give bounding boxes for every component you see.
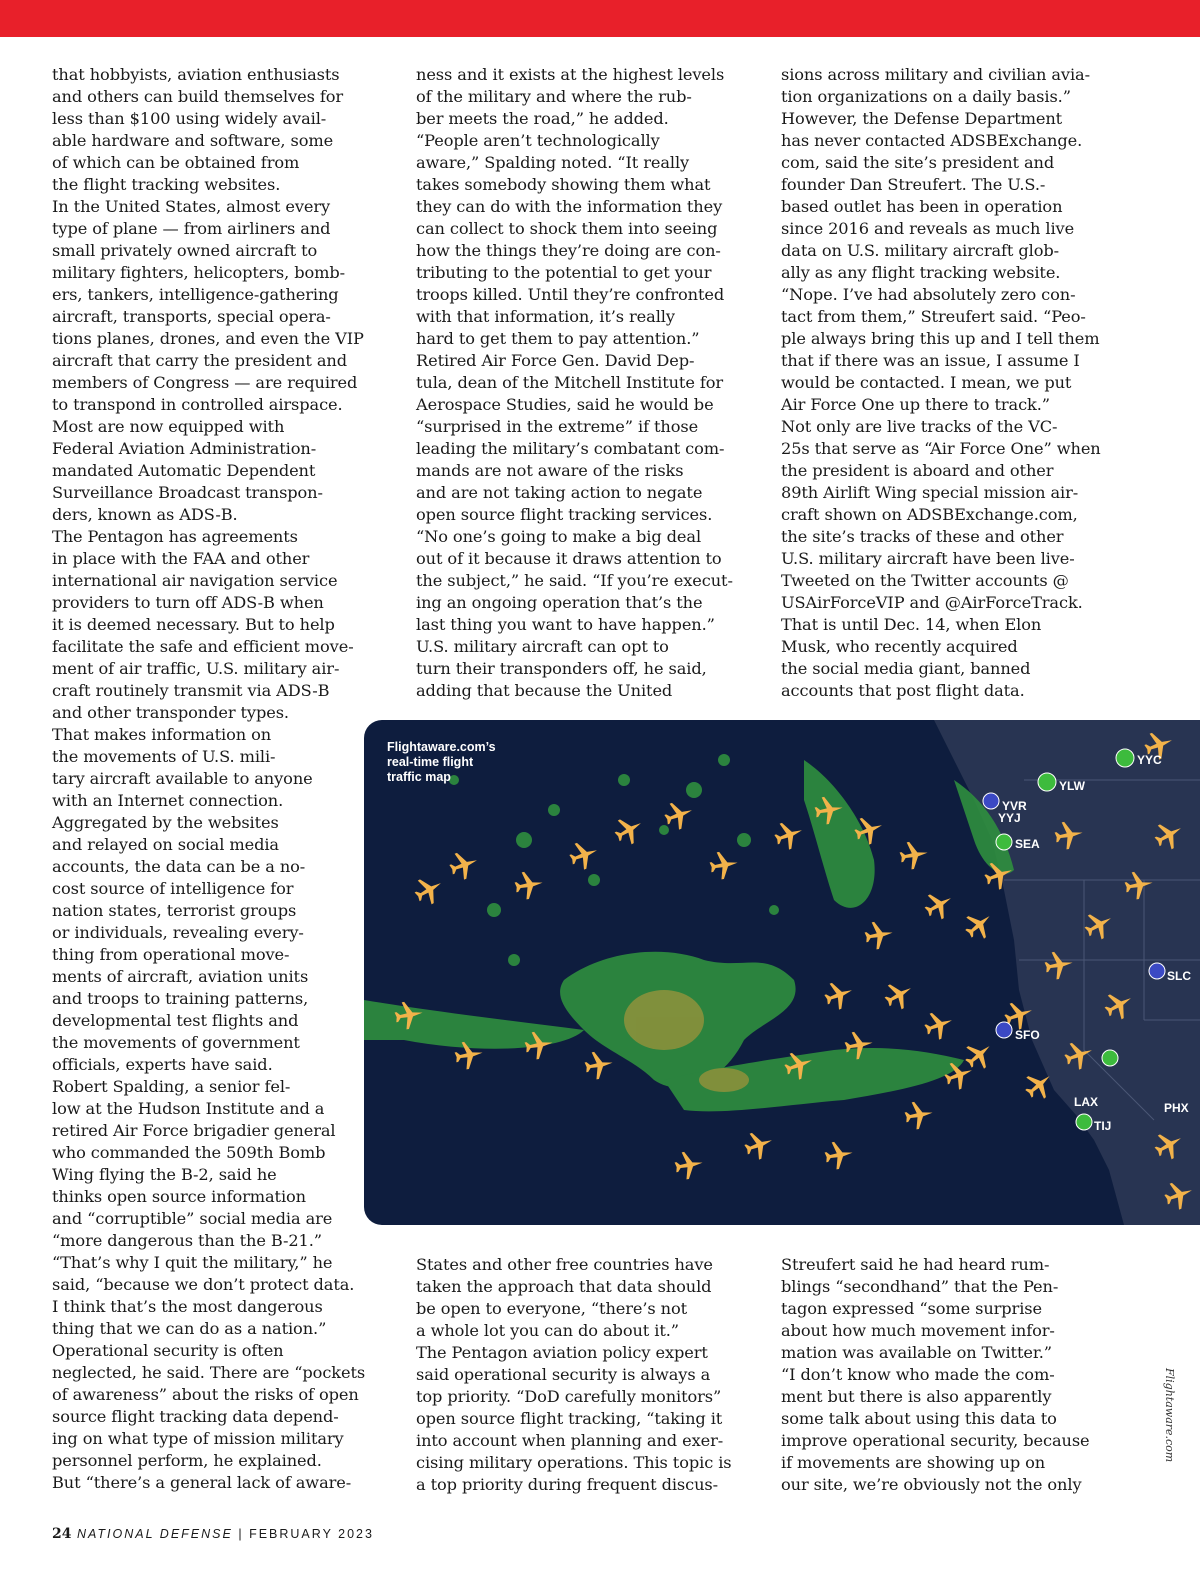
top-color-bar: [0, 0, 1200, 37]
article-column-1: that hobbyists, aviation enthusiasts and others can build themselves for less than $100 using widely avail- able hardware and software, some of which can be obtained from the flight tracking websites. In the United States, almost every type of plane — from airliners and small privately owned aircraft to military fighters, helicopters, bomb- ers, tankers, intelligence-gathering aircraft, transports, special opera- tions planes, drones, and even the VIP aircraft that carry the president and members of Congress — are required to transpond in controlled airspace. Most are now equipped with Federal Aviation Administration- mandated Automatic Dependent Surveillance Broadcast transpon- ders, known as ADS-B. The Pentagon has agreements in place with the FAA and other international air navigation service providers to turn off ADS-B when it is deemed necessary. But to help facilitate the safe and efficient move- ment of air traffic, U.S. military air- craft routinely transmit via ADS-B and other transponder types. That makes information on the movements of U.S. mili- tary aircraft available to anyone with an Internet connection. Aggregated by the websites and relayed on social media accounts, the data can be a no- cost source of intelligence for nation states, terrorist groups or individuals, revealing every- thing from operational move- ments of aircraft, aviation units and troops to training patterns, developmental test flights and the movements of government officials, experts have said. Robert Spalding, a senior fel- low at the Hudson Institute and a retired Air Force brigadier general who commanded the 509th Bomb Wing flying the B-2, said he thinks open source information and “corruptible” social media are “more dangerous than the B-21.” “That’s why I quit the military,” he said, “because we don’t protect data. I think that’s the most dangerous thing that we can do as a nation.” Operational security is often neglected, he said. There are “pockets of awareness” about the risks of open source flight tracking data depend- ing on what type of mission military personnel perform, he explained. But “there’s a general lack of aware-: [52, 65, 366, 1492]
airport-label-lax: LAX: [1074, 1095, 1098, 1109]
article-column-3-top: sions across military and civilian avia- tion organizations on a daily basis.” However, the Defense Department has never contacted ADSBExchange. com, said the site’s president and founder Dan Streufert. The U.S.- based outlet has been in operation since 2016 and reveals as much live data on U.S. military aircraft glob- ally as any flight tracking website. “Nope. I’ve had absolutely zero con- tact from them,” Streufert said. “Peo- ple always bring this up and I tell them that if there was an issue, I assume I would be contacted. I mean, we put Air Force One up there to track.” Not only are live tracks of the VC- 25s that serve as “Air Force One” when the president is aboard and other 89th Airlift Wing special mission air- craft shown on ADSBExchange.com, the site’s tracks of these and other U.S. military aircraft have been live- Tweeted on the Twitter accounts @ USAirForceVIP and @AirForceTrack. That is until Dec. 14, when Elon Musk, who recently acquired the social media giant, banned accounts that post flight data.: [781, 65, 1101, 700]
photo-credit: [1162, 1368, 1176, 1498]
airport-label-yvr: YVR: [1002, 799, 1027, 813]
airport-label-yyj: YYJ: [998, 811, 1021, 825]
airport-sfo: [996, 1022, 1012, 1038]
airport-green-mid: [1102, 1050, 1118, 1066]
airport-yvr: [983, 793, 999, 809]
airport-tij: [1076, 1114, 1092, 1130]
airport-yyc: [1116, 749, 1134, 767]
airport-label-yyc: YYC: [1137, 753, 1162, 767]
article-column-2-bottom: States and other free countries have taken the approach that data should be open to everyone, “there’s not a whole lot you can do about it.” The Pentagon aviation policy expert said operational security is always a top priority. “DoD carefully monitors” open source flight tracking, “taking it into account when planning and exer- cising military operations. This topic is a top priority during frequent discus-: [416, 1255, 732, 1494]
airport-ylw: [1038, 773, 1056, 791]
flight-traffic-map: [364, 720, 1200, 1225]
airport-label-ylw: YLW: [1059, 779, 1085, 793]
page-footer: [52, 1526, 374, 1542]
map-caption: Flightaware.com’s real-time flight traffic map: [387, 740, 496, 784]
map-graphic: [364, 720, 1200, 1225]
issue-date: FEBRUARY 2023: [249, 1527, 374, 1541]
airport-slc: [1149, 963, 1165, 979]
airport-label-sea: SEA: [1015, 837, 1040, 851]
airport-label-tij: TIJ: [1094, 1119, 1112, 1133]
footer-separator: |: [238, 1527, 244, 1541]
airport-sea: [996, 834, 1012, 850]
airport-label-phx: PHX: [1164, 1101, 1189, 1115]
photo-credit-text: Flightaware.com: [1163, 1368, 1176, 1463]
publication-name: NATIONAL DEFENSE: [76, 1527, 233, 1541]
article-column-3-bottom: Streufert said he had heard rum- blings “secondhand” that the Pen- tagon expressed “some surprise about how much movement infor- mation was available on Twitter.” “I don’t know who made the com- ment but there is also apparently some talk about using this data to improve operational security, because if movements are showing up on our site, we’re obviously not the only: [781, 1255, 1090, 1494]
airport-label-slc: SLC: [1167, 969, 1191, 983]
airport-label-sfo: SFO: [1015, 1028, 1040, 1042]
page-number: 24: [52, 1526, 72, 1542]
article-column-2-top: ness and it exists at the highest levels of the military and where the rub- ber meets the road,” he added. “People aren’t technologically aware,” Spalding noted. “It really takes somebody showing them what they can do with the information they can collect to shock them into seeing how the things they’re doing are con- tributing to the potential to get your troops killed. Until they’re confronted with that information, it’s really hard to get them to pay attention.” Retired Air Force Gen. David Dep- tula, dean of the Mitchell Institute for Aerospace Studies, said he would be “surprised in the extreme” if those leading the military’s combatant com- mands are not aware of the risks and are not taking action to negate open source flight tracking services. “No one’s going to make a big deal out of it because it draws attention to the subject,” he said. “If you’re execut- ing an ongoing operation that’s the last thing you want to have happen.” U.S. military aircraft can opt to turn their transponders off, he said, adding that because the United: [416, 65, 733, 700]
